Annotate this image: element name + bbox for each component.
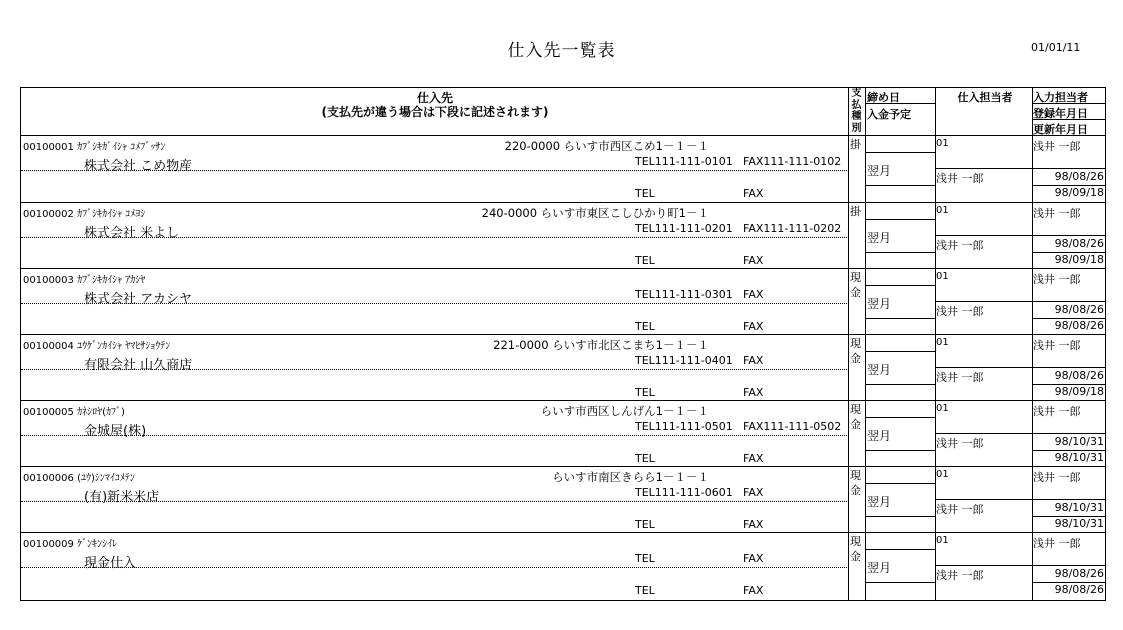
- payment-plan: 翌月: [867, 297, 892, 311]
- dotted-divider: [21, 435, 849, 436]
- payee-fax: FAX: [743, 320, 764, 333]
- payment-type: 掛: [850, 138, 861, 151]
- payment-type: 現金: [850, 271, 861, 299]
- table-row: [21, 466, 1105, 532]
- header-input-pic: 入力担当者: [1033, 91, 1088, 104]
- header-updated: 更新年月日: [1033, 123, 1088, 136]
- supplier-name: 有限会社 山久商店: [84, 358, 193, 373]
- payee-tel: TEL: [635, 452, 655, 465]
- supplier-table: [20, 87, 1106, 601]
- supplier-fax: FAX111-111-0202: [743, 222, 842, 235]
- payee-tel: TEL: [635, 254, 655, 267]
- supplier-address: らいす市西区しんげん1－１－１: [540, 404, 709, 418]
- report-date: 01/01/11: [1031, 41, 1081, 54]
- updated-date: 98/10/31: [1054, 517, 1104, 530]
- supplier-address: 240-0000 らいす市東区こしひかり町1－１: [481, 206, 709, 220]
- supplier-tel: TEL111-111-0301: [635, 288, 733, 301]
- table-row: [21, 202, 1105, 268]
- header-closing-day: 締め日: [867, 91, 900, 104]
- input-pic-name: 浅井 一郎: [1033, 207, 1081, 220]
- supplier-fax: FAX: [743, 552, 764, 565]
- purchase-pic-name: 浅井 一郎: [936, 569, 984, 582]
- updated-date: 98/08/26: [1054, 319, 1104, 332]
- supplier-address: らいす市南区きらら1－１－１: [552, 470, 709, 484]
- input-pic-name: 浅井 一郎: [1033, 140, 1081, 153]
- payee-tel: TEL: [635, 320, 655, 333]
- supplier-name: 株式会社 アカシヤ: [84, 292, 193, 307]
- registered-date: 98/10/31: [1054, 501, 1104, 514]
- purchase-pic-name: 浅井 一郎: [936, 437, 984, 450]
- supplier-code-kana: 00100009 ｹﾞﾝｷﾝｼｲﾚ: [23, 539, 118, 550]
- purchase-pic-name: 浅井 一郎: [936, 371, 984, 384]
- payment-plan: 翌月: [867, 231, 892, 245]
- purchase-pic-code: 01: [936, 469, 949, 480]
- payee-fax: FAX: [743, 187, 764, 200]
- table-row: [21, 334, 1105, 400]
- payment-plan: 翌月: [867, 164, 892, 178]
- supplier-tel: TEL111-111-0601: [635, 486, 733, 499]
- payment-type: 現金: [850, 535, 861, 563]
- table-row: [21, 400, 1105, 466]
- payee-tel: TEL: [635, 584, 655, 597]
- table-row: [21, 136, 1105, 202]
- supplier-code-kana: 00100001 ｶﾌﾞｼｷｶﾞｲｼｬ ｺﾒﾌﾞｯｻﾝ: [23, 142, 166, 153]
- purchase-pic-code: 01: [936, 205, 949, 216]
- payment-type: 現金: [850, 403, 861, 431]
- payee-fax: FAX: [743, 518, 764, 531]
- supplier-tel: TEL: [635, 552, 655, 565]
- purchase-pic-code: 01: [936, 337, 949, 348]
- payee-fax: FAX: [743, 584, 764, 597]
- supplier-name: 現金仕入: [84, 556, 137, 571]
- purchase-pic-code: 01: [936, 271, 949, 282]
- payment-plan: 翌月: [867, 429, 892, 443]
- header-registered: 登録年月日: [1033, 107, 1088, 120]
- supplier-tel: TEL111-111-0201: [635, 222, 733, 235]
- dotted-divider: [21, 369, 849, 370]
- registered-date: 98/10/31: [1054, 435, 1104, 448]
- payee-tel: TEL: [635, 187, 655, 200]
- supplier-fax: FAX111-111-0502: [743, 420, 842, 433]
- supplier-code-kana: 00100003 ｶﾌﾞｼｷｶｲｼｬ ｱｶｼﾔ: [23, 275, 146, 286]
- supplier-address: 221-0000 らいす市北区こまち1－１－１: [493, 338, 709, 352]
- supplier-tel: TEL111-111-0101: [635, 155, 733, 168]
- payee-fax: FAX: [743, 254, 764, 267]
- payee-tel: TEL: [635, 386, 655, 399]
- payee-fax: FAX: [743, 452, 764, 465]
- purchase-pic-code: 01: [936, 138, 949, 149]
- registered-date: 98/08/26: [1054, 369, 1104, 382]
- dotted-divider: [21, 303, 849, 304]
- supplier-name: 株式会社 こめ物産: [84, 159, 193, 174]
- purchase-pic-name: 浅井 一郎: [936, 305, 984, 318]
- payment-plan: 翌月: [867, 363, 892, 377]
- dotted-divider: [21, 567, 849, 568]
- supplier-code-kana: 00100006 (ﾕｳ)ｼﾝﾏｲｺﾒﾃﾝ: [23, 473, 135, 484]
- purchase-pic-code: 01: [936, 535, 949, 546]
- dotted-divider: [21, 237, 849, 238]
- supplier-fax: FAX111-111-0102: [743, 155, 842, 168]
- updated-date: 98/08/26: [1054, 583, 1104, 596]
- payment-type: 掛: [850, 205, 861, 218]
- supplier-code-kana: 00100005 ｶﾈｼﾛﾔ(ｶﾌﾞ): [23, 407, 125, 418]
- table-row: [21, 532, 1105, 598]
- header-supplier-note: (支払先が違う場合は下段に記述されます): [321, 105, 549, 119]
- supplier-name: (有)新米米店: [84, 490, 160, 505]
- dotted-divider: [21, 170, 849, 171]
- updated-date: 98/09/18: [1054, 186, 1104, 199]
- supplier-name: 金城屋(株): [84, 424, 147, 439]
- supplier-fax: FAX: [743, 288, 764, 301]
- input-pic-name: 浅井 一郎: [1033, 537, 1081, 550]
- payee-tel: TEL: [635, 518, 655, 531]
- table-row: [21, 268, 1105, 334]
- header-payment-type: 支 払 種 別: [851, 88, 862, 134]
- updated-date: 98/09/18: [1054, 253, 1104, 266]
- payment-type: 現金: [850, 469, 861, 497]
- supplier-tel: TEL111-111-0401: [635, 354, 733, 367]
- supplier-fax: FAX: [743, 486, 764, 499]
- input-pic-name: 浅井 一郎: [1033, 339, 1081, 352]
- registered-date: 98/08/26: [1054, 170, 1104, 183]
- supplier-address: 220-0000 らいす市西区こめ1－１－１: [504, 139, 709, 153]
- payee-fax: FAX: [743, 386, 764, 399]
- supplier-name: 株式会社 米よし: [84, 226, 180, 241]
- input-pic-name: 浅井 一郎: [1033, 273, 1081, 286]
- purchase-pic-name: 浅井 一郎: [936, 239, 984, 252]
- table-header: [21, 88, 1105, 136]
- header-purchase-pic: 仕入担当者: [957, 91, 1013, 104]
- purchase-pic-code: 01: [936, 403, 949, 414]
- registered-date: 98/08/26: [1054, 303, 1104, 316]
- dotted-divider: [21, 501, 849, 502]
- supplier-code-kana: 00100002 ｶﾌﾞｼｷｶｲｼｬ ｺﾒﾖｼ: [23, 209, 146, 220]
- payment-plan: 翌月: [867, 561, 892, 575]
- input-pic-name: 浅井 一郎: [1033, 471, 1081, 484]
- header-payment-plan: 入金予定: [867, 108, 911, 121]
- purchase-pic-name: 浅井 一郎: [936, 172, 984, 185]
- supplier-tel: TEL111-111-0501: [635, 420, 733, 433]
- updated-date: 98/10/31: [1054, 451, 1104, 464]
- registered-date: 98/08/26: [1054, 237, 1104, 250]
- input-pic-name: 浅井 一郎: [1033, 405, 1081, 418]
- payment-type: 現金: [850, 337, 861, 365]
- supplier-code-kana: 00100004 ﾕｳｹﾞﾝｶｲｼｬ ﾔﾏﾋｻｼｮｳﾃﾝ: [23, 341, 171, 352]
- payment-plan: 翌月: [867, 495, 892, 509]
- report-title: 仕入先一覧表: [507, 41, 616, 61]
- header-supplier: 仕入先: [416, 91, 453, 105]
- registered-date: 98/08/26: [1054, 567, 1104, 580]
- purchase-pic-name: 浅井 一郎: [936, 503, 984, 516]
- supplier-fax: FAX: [743, 354, 764, 367]
- updated-date: 98/09/18: [1054, 385, 1104, 398]
